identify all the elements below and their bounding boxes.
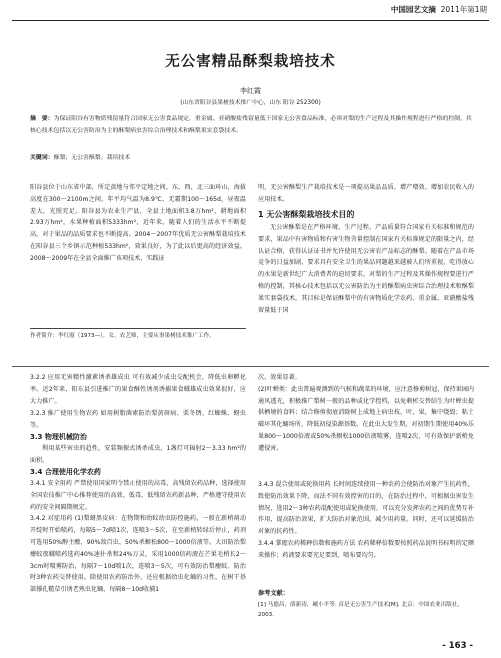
section-3-4-3-4: 3.4.3 混合使用或轮换用药 长时间连续使用一种农药会使防治对象产生抗药性，致使防治效果下降，而法不同有效控害的目的，在防治过程中，可根据虫害发生情况，选用2～3种农药混配使用或轮换使用，可以充分发挥农药之间的优势互补作用，提高防治效果，扩大防治对象范围，减少用药量。同时，还可以延缓防治对象的抗药性。 3.4.4 掌握农药稀释倍数和施药方法 农药稀释倍数要按照药品说明书标明的定额来操作；药液要求要充足要到，喷布要均匀。 [258, 481, 474, 559]
section-3-2-3: 3.2.3 推广使用生物农药 如用树脂菌素防治梨黄斑病、栗冬锈、红蜘蛛、蚜虫等。 [30, 410, 246, 429]
column-break-rule [12, 366, 489, 367]
author-affiliation: (山东省阳谷县果树技术推广中心，山东 阳谷 252300) [180, 100, 321, 106]
header-rule [12, 20, 489, 21]
abstract [30, 113, 476, 137]
section-3-4-body: 3.4.1 安全用药 严禁使用国家明令禁止使用的高毒、高残留农药品种，选择使用全国农技推广中心推荐使用的高效、低毒、低残留农药新品种，严格遵守使用农药的安全间隔期规定。 3.4.2 对症用药 (1)梨蚜黑皮病：在物期和幼蚊幼虫防控施药，一般在新梢萌动开绽时开始喷药，每隔5～7d喷1次，连喷3～5次，在至新梢转绿后停止，药剂可选用50%醇主酸，90%敌百虫、50%杀螟松800～1000倍液等。大田防治梨瘿蚊夜蛾喷药选药40%速扑杀和24%万灵，采用1000倍药液在芒果毛梢长2～3cm时喷雾防治，每隔7～10d喷1次，连喷3～5次，可有效防治梨瘿蚊。防治时3种农药交替使用。除使用农药防治外，还应根据幼虫化蛹的习性，在树干基部撑孔糙草引诱老熟虫化蛹，每隔8～10d收捕1 [30, 480, 246, 594]
journal-issue: 2011年第1期 [440, 5, 487, 14]
intro-paragraph: 阳谷县位于山东省中部，所定黄地与邻平定地之间，东、西、北三面环山，海拔高度在300～2100m之间，年平均气温为8.9℃，无霜期100～165d，昼夜温差大，光照充足。阳谷县为农业生产县，全县土地面积3.8万hm²，耕地面积2.93万hm²，水果种植面积5333hm²，近年来，随着人们的生活水平不断提高，对于果品的品质要求也不断提高。2004～2007年优质无公害酥梨栽培技术在阳谷县三个乡镇示范种植533hm²，效果良好，为了此以后更高的经济效益。2008～2009年在全县全面推广该项技术，实践证 [30, 184, 246, 262]
keywords [30, 152, 476, 164]
section-3-3-body: 利用某些害虫的趋性，安装频振式诱杀成虫，1盏灯可辐射2～3.33 hm²的面积。 [30, 445, 246, 464]
footnote-rule [30, 328, 246, 329]
keywords-text: 酥梨；无公害酥梨；栽培技术 [53, 155, 131, 161]
reference-item: [1] 马德昌，薛新涛，臧小平等. 首是无公害生产技术[M]. 北京：中国农业出版社，2003. [258, 602, 464, 618]
running-header [0, 0, 501, 14]
section-1-heading: 1 无公害酥梨栽培技术目的 [258, 210, 355, 219]
section-3-3-heading: 3.3 物理机械防治 [30, 433, 87, 441]
references-heading: 参考文献： [258, 590, 289, 597]
section-1-body: 无公害酥梨是在严格环境、生产过程、产品质量符合国家有关标准和规范的要求，果品中有害物质和有害生物含量控制在国家有关标准规定的限量之内，经认证合格，获得认证证书并允许使用无公害农产品标志的酥梨。随着在产品市场竞争的日益加剧，要求具有安全卫生的果品同题越来越被人们所重视，吃得放心的水果是新世纪广大消费者的迫切要求，对梨的生产过程及其操作规程要进行严格的控制，其核心技术包括以无公害防治为主的酥梨病虫害综合治理技术和酥梨果实套袋技术，其目标是保证酥梨中的有害物质化学农药、重金属、亚硝酸盐残留量低于国 [258, 224, 474, 314]
abstract-text: 为保证阳谷有害物质残留量符合国家无公害食品规定，重金属、亚硝酸盐残留量低于国家无公害食品标准，必须对梨的生产过程及其操作规程进行严格的控制，其核心技术包括以无公害防治为主的酥梨病虫害综合治理技术和酥梨果实套袋技术。 [30, 116, 472, 134]
journal-name: 中国园艺文摘 [390, 5, 436, 14]
abstract-label: 摘 要： [30, 116, 54, 122]
journal-info [391, 4, 487, 15]
author-footnote: 作者简介：李红霞（1973—），女，农艺师，主要从事果树技术推广工作。 [30, 333, 215, 339]
keywords-label: 关键词： [30, 155, 54, 161]
page-number: - 163 - [442, 641, 473, 651]
article-title: 无公害精品酥梨栽培技术 [165, 54, 336, 70]
section-3-2-2: 3.2.2 应用无害精性激素诱杀雄成虫 可有效减少成虫交配机会，降低虫卵孵化率。近2年来，阳东县引进推广的果食酥性诱剂诱捕果食蛾雄成虫效果很好，应大力推广。 [30, 374, 246, 405]
pest-control-continued: 次，效果显著。 (2)叶蝉类：此虫普遍观测到的气候和蔬菜的环境，应注意修剪树冠，保持果园内通风透光，积极推广梨树一般的品种或化学控档，以免剩析交替结生为叶蝉虫提供栖境的食料；结合修剪彻底消除树上成地上病虫枝、叶、果，集中烧毁；粘土破坏其化蛹场所，降低初侵染源基数。在此虫大发生期，对初期生期使用40%乐果800～1000倍液或50%杀螟松1000倍液喷雾，连喷2次，可有效保护新梢免遭侵害。 [258, 374, 474, 452]
intro-continued: 明，无公害酥梨生产栽培技术是一项提高果品品质、增产增效、增加农民收入的应用技术。 [258, 184, 474, 203]
section-3-4-heading: 3.4 合理使用化学农药 [30, 468, 101, 476]
author-name: 李红霞 [240, 87, 261, 95]
